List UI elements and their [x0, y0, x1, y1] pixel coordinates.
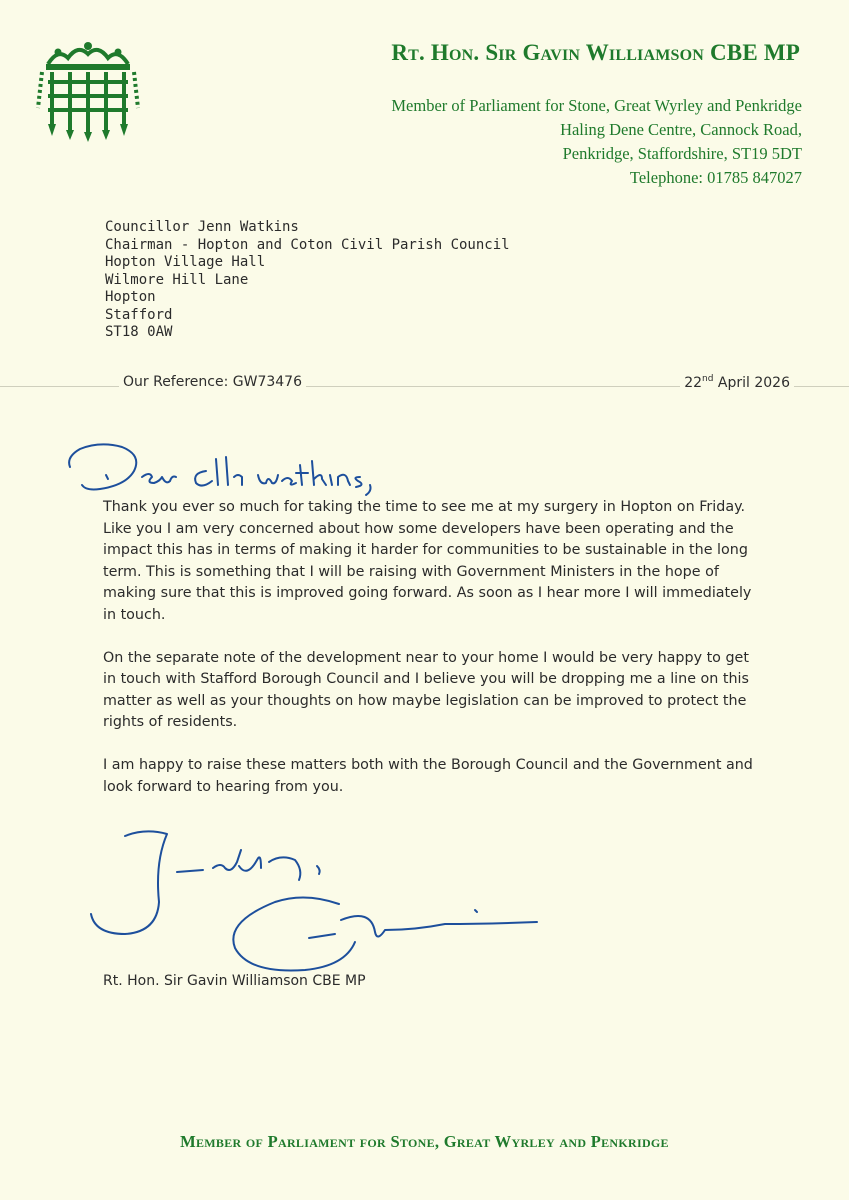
- office-line-1: Haling Dene Centre, Cannock Road,: [560, 120, 802, 139]
- letterhead-address: [391, 94, 802, 190]
- recipient-line: ST18 0AW: [105, 324, 173, 340]
- recipient-line: Stafford: [105, 306, 173, 323]
- letter-body: [103, 497, 763, 820]
- body-paragraph: Thank you ever so much for taking the time to see me at my surgery in Hopton on Friday. Like you I am very concerned about how some developers have been operating and the impact this has in terms of making it harder for communities to be sustainable in the long term. This is something that I will be raising with Government Ministers in the hope of making sure that this is improved going forward. As soon as I hear more I will immediately in touch.: [103, 499, 752, 623]
- body-paragraph: I am happy to raise these matters both with the Borough Council and the Government and look forward to hearing from you.: [103, 757, 753, 795]
- mp-name-heading: Rt. Hon. Sir Gavin Williamson CBE MP: [391, 40, 800, 65]
- body-paragraph: On the separate note of the development near to your home I would be very happy to get in touch with Stafford Borough Council and I believe you will be dropping me a line on this matter as well as your thoughts on how maybe legislation can be improved to protect the rights of residents.: [103, 649, 749, 730]
- constituency-line: Member of Parliament for Stone, Great Wyrley and Penkridge: [391, 96, 802, 115]
- signer-name: Rt. Hon. Sir Gavin Williamson CBE MP: [103, 973, 366, 989]
- recipient-address: [105, 219, 510, 342]
- recipient-line: Wilmore Hill Lane: [105, 271, 249, 288]
- portcullis-crown-icon: [34, 38, 142, 142]
- handwritten-salutation: [60, 435, 400, 505]
- footer-constituency: Member of Parliament for Stone, Great Wyrley and Penkridge: [180, 1132, 669, 1151]
- office-line-2: Penkridge, Staffordshire, ST19 5DT: [562, 144, 802, 163]
- recipient-line: Councillor Jenn Watkins: [105, 219, 299, 235]
- letter-date: [680, 374, 794, 391]
- recipient-line: Hopton: [105, 289, 156, 305]
- date-suffix: nd: [702, 374, 714, 384]
- date-month-year: April 2026: [713, 375, 790, 391]
- reference-number: Our Reference: GW73476: [119, 374, 306, 390]
- recipient-line: Hopton Village Hall: [105, 254, 266, 270]
- recipient-line: Chairman - Hopton and Coton Civil Parish Council: [105, 236, 510, 253]
- telephone-line: Telephone: 01785 847027: [629, 168, 802, 187]
- handwritten-signature: [85, 822, 555, 982]
- date-day: 22: [684, 375, 703, 391]
